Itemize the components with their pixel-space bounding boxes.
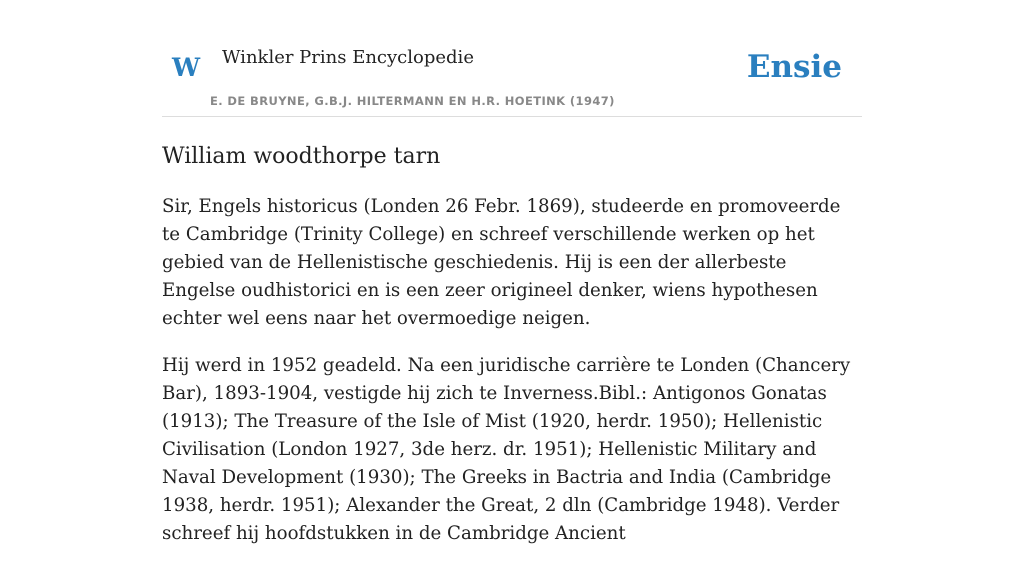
- entry-title: William woodthorpe tarn: [162, 144, 441, 169]
- book-header: [162, 0, 862, 117]
- entry-paragraph: Sir, Engels historicus (Londen 26 Febr. 1869), studeerde en promoveerde te Cambridge (Trinity College) en schreef verschillende werken op het gebied van de Hellenistische geschiedenis. Hij is een der allerbeste Engelse oudhistorici en is een zeer origineel denker, wiens hypothesen echter wel eens naar het overmoedige neigen.: [162, 196, 841, 329]
- book-logo-icon[interactable]: W: [172, 53, 201, 82]
- entry-body: [162, 193, 862, 548]
- book-title[interactable]: Winkler Prins Encyclopedie: [222, 47, 474, 68]
- page: [162, 0, 862, 567]
- entry-paragraph: Hij werd in 1952 geadeld. Na een juridische carrière te Londen (Chancery Bar), 1893-1904, vestigde hij zich te Inverness.Bibl.: Antigonos Gonatas (1913); The Treasure of the Isle of Mist (1920, herdr. 1950); Hellenistic Civilisation (London 1927, 3de herz. dr. 1951); Hellenistic Military and Naval Development (1930); The Greeks in Bactria and India (Cambridge 1938, herdr. 1951); Alexander the Great, 2 dln (Cambridge 1948). Verder schreef hij hoofdstukken in de Cambridge Ancient: [162, 355, 851, 544]
- book-authors: E. DE BRUYNE, G.B.J. HILTERMANN EN H.R. HOETINK (1947): [210, 94, 615, 108]
- ensie-logo[interactable]: Ensie: [746, 49, 842, 85]
